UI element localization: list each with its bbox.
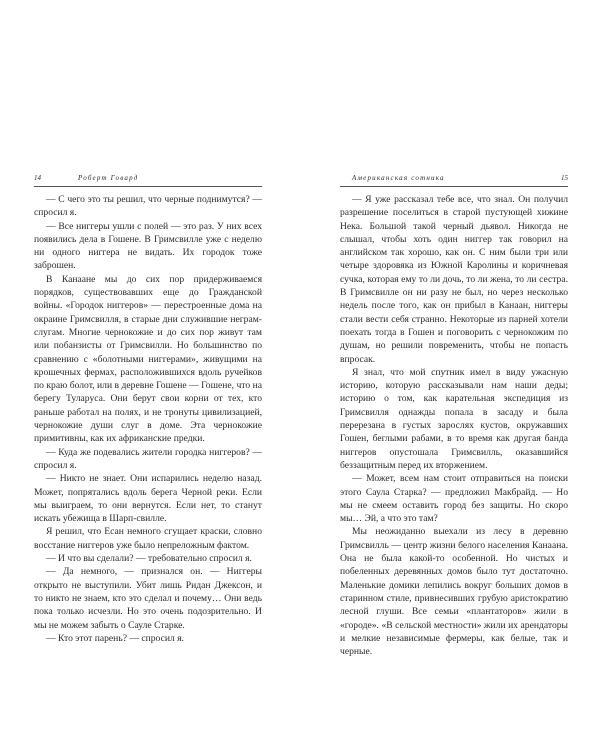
paragraph: — С чего это ты решил, что черные поднимутся? — спросил я. (34, 194, 262, 219)
paragraph: — И что вы сделали? — требовательно спросил я. (46, 553, 252, 565)
paragraph: — Может, всем нам стоит отправиться на поиски этого Саула Старка? — предложил Макбрайд. — Но мы не смеем оставить город без защиты. Но скоро мы… Эй, а что это там? (340, 473, 568, 525)
paragraph: — Я уже рассказал тебе все, что знал. Он получил разрешение поселиться в старой пустующей хижине Нека. Большой такой черный дьявол. Никогда не слышал, чтобы хоть один ниггер так говорил на английском так хорошо, как он. С ним были три или четыре здоровяка из Южной Каролины и коричневая сучка, которая ему то ли дочь, то ли жена, то ли сестра. В Гримсвилле он ни разу не был, но через несколько недель после того, как он прибыл в Канаан, ниггеры стали вести себя странно. Некоторые из парней хотели поехать тогда в Гошен и поговорить с чернокожим по душам, но решили повременить, чтобы не попасть впросак. (340, 194, 568, 365)
paragraph: В Канаане мы до сих пор придерживаемся порядков, существовавших еще до Гражданской войны. «Городок ниггеров» — перестроенные дома на окраине Гримсвилля, в старые дни служившие неграм-слугам. Многие чернокожие и до сих пор живут там или побанзисты от Гримсвилли. Но большинство по сравнению с «болотными ниггерами», живущими на крошечных фермах, расположившихся вдоль ручейков по краю болот, или в деревне Гошене — Гошене, что на берегу Туларуса. Они берут свои корни от тех, кто раньше работал на полях, и не тронуты цивилизацией, чернокожие души слуг в доме. Эта чернокожие примитивны, как их африканские предки. (34, 273, 262, 445)
paragraph: — Никто не знает. Они испарились неделю назад. Может, попрятались вдоль берега Черной реки. Если мы выиграем, то они вернутся. Если нет, то станут искать убежища в Шарп-свилле. (34, 473, 262, 525)
paragraph: — Куда же подевались жители городка ниггеров? — спросил я. (34, 446, 262, 471)
paragraph: Мы неожиданно выехали из лесу в деревню Гримсвилль — центр жизни белого населения Канаана. Она не была какой-то особенной. Но чистых и побеленных деревянных домов было тут достаточно. Маленькие домики лепились вокруг больших домов в старинном стиле, привнесивших грубую аристократию лесной глуши. Все семьи «плантаторов» жили в «городе». «В сельской местности» жили их арендаторы и мелкие независимые фермеры, как белые, так и черные. (340, 526, 568, 658)
left-running-title: Роберт Говард (78, 174, 139, 182)
right-running-head (340, 174, 568, 187)
left-page (34, 174, 262, 645)
paragraph: — Да немного, — признался он. — Ниггеры открыто не выступили. Убит лишь Ридан Джексон, и то никто не знаем, кто это сделал и почему… Они ведь пока только исчезли. Но это очень подозрительно. И мы не можем забыть о Сауле Старке. (34, 566, 262, 631)
left-page-number: 14 (34, 174, 41, 182)
paragraph: Я знал, что мой спутник имел в виду ужасную историю, которую рассказывали нам наши деды; историю о том, как карательная экспедиция из Гримсвилля однажды попала в засаду и была перерезана в густых зарослях кустов, окружавших Гошен, беглыми рабами, в то время как другая банда ниггеров опустошала Гримсвилль, оказавшийся беззащитным перед их вторжением. (340, 366, 568, 471)
right-page (340, 174, 568, 658)
paragraph: — Все ниггеры ушли с полей — это раз. У них всех появились дела в Гошене. В Гримсвилле уже с неделю ни одного ниггера не видать. Их городок тоже заброшен. (34, 220, 262, 272)
left-page-text (34, 193, 262, 645)
right-page-text (340, 193, 568, 658)
paragraph: Я решил, что Есан немного сгущает краски, словно восстание ниггеров уже было непреложным фактом. (34, 526, 262, 551)
left-running-head (34, 174, 262, 187)
paragraph: — Кто этот парень? — спросил я. (46, 632, 184, 644)
right-running-title: Американская сотника (352, 174, 445, 182)
right-page-number: 15 (561, 174, 568, 182)
